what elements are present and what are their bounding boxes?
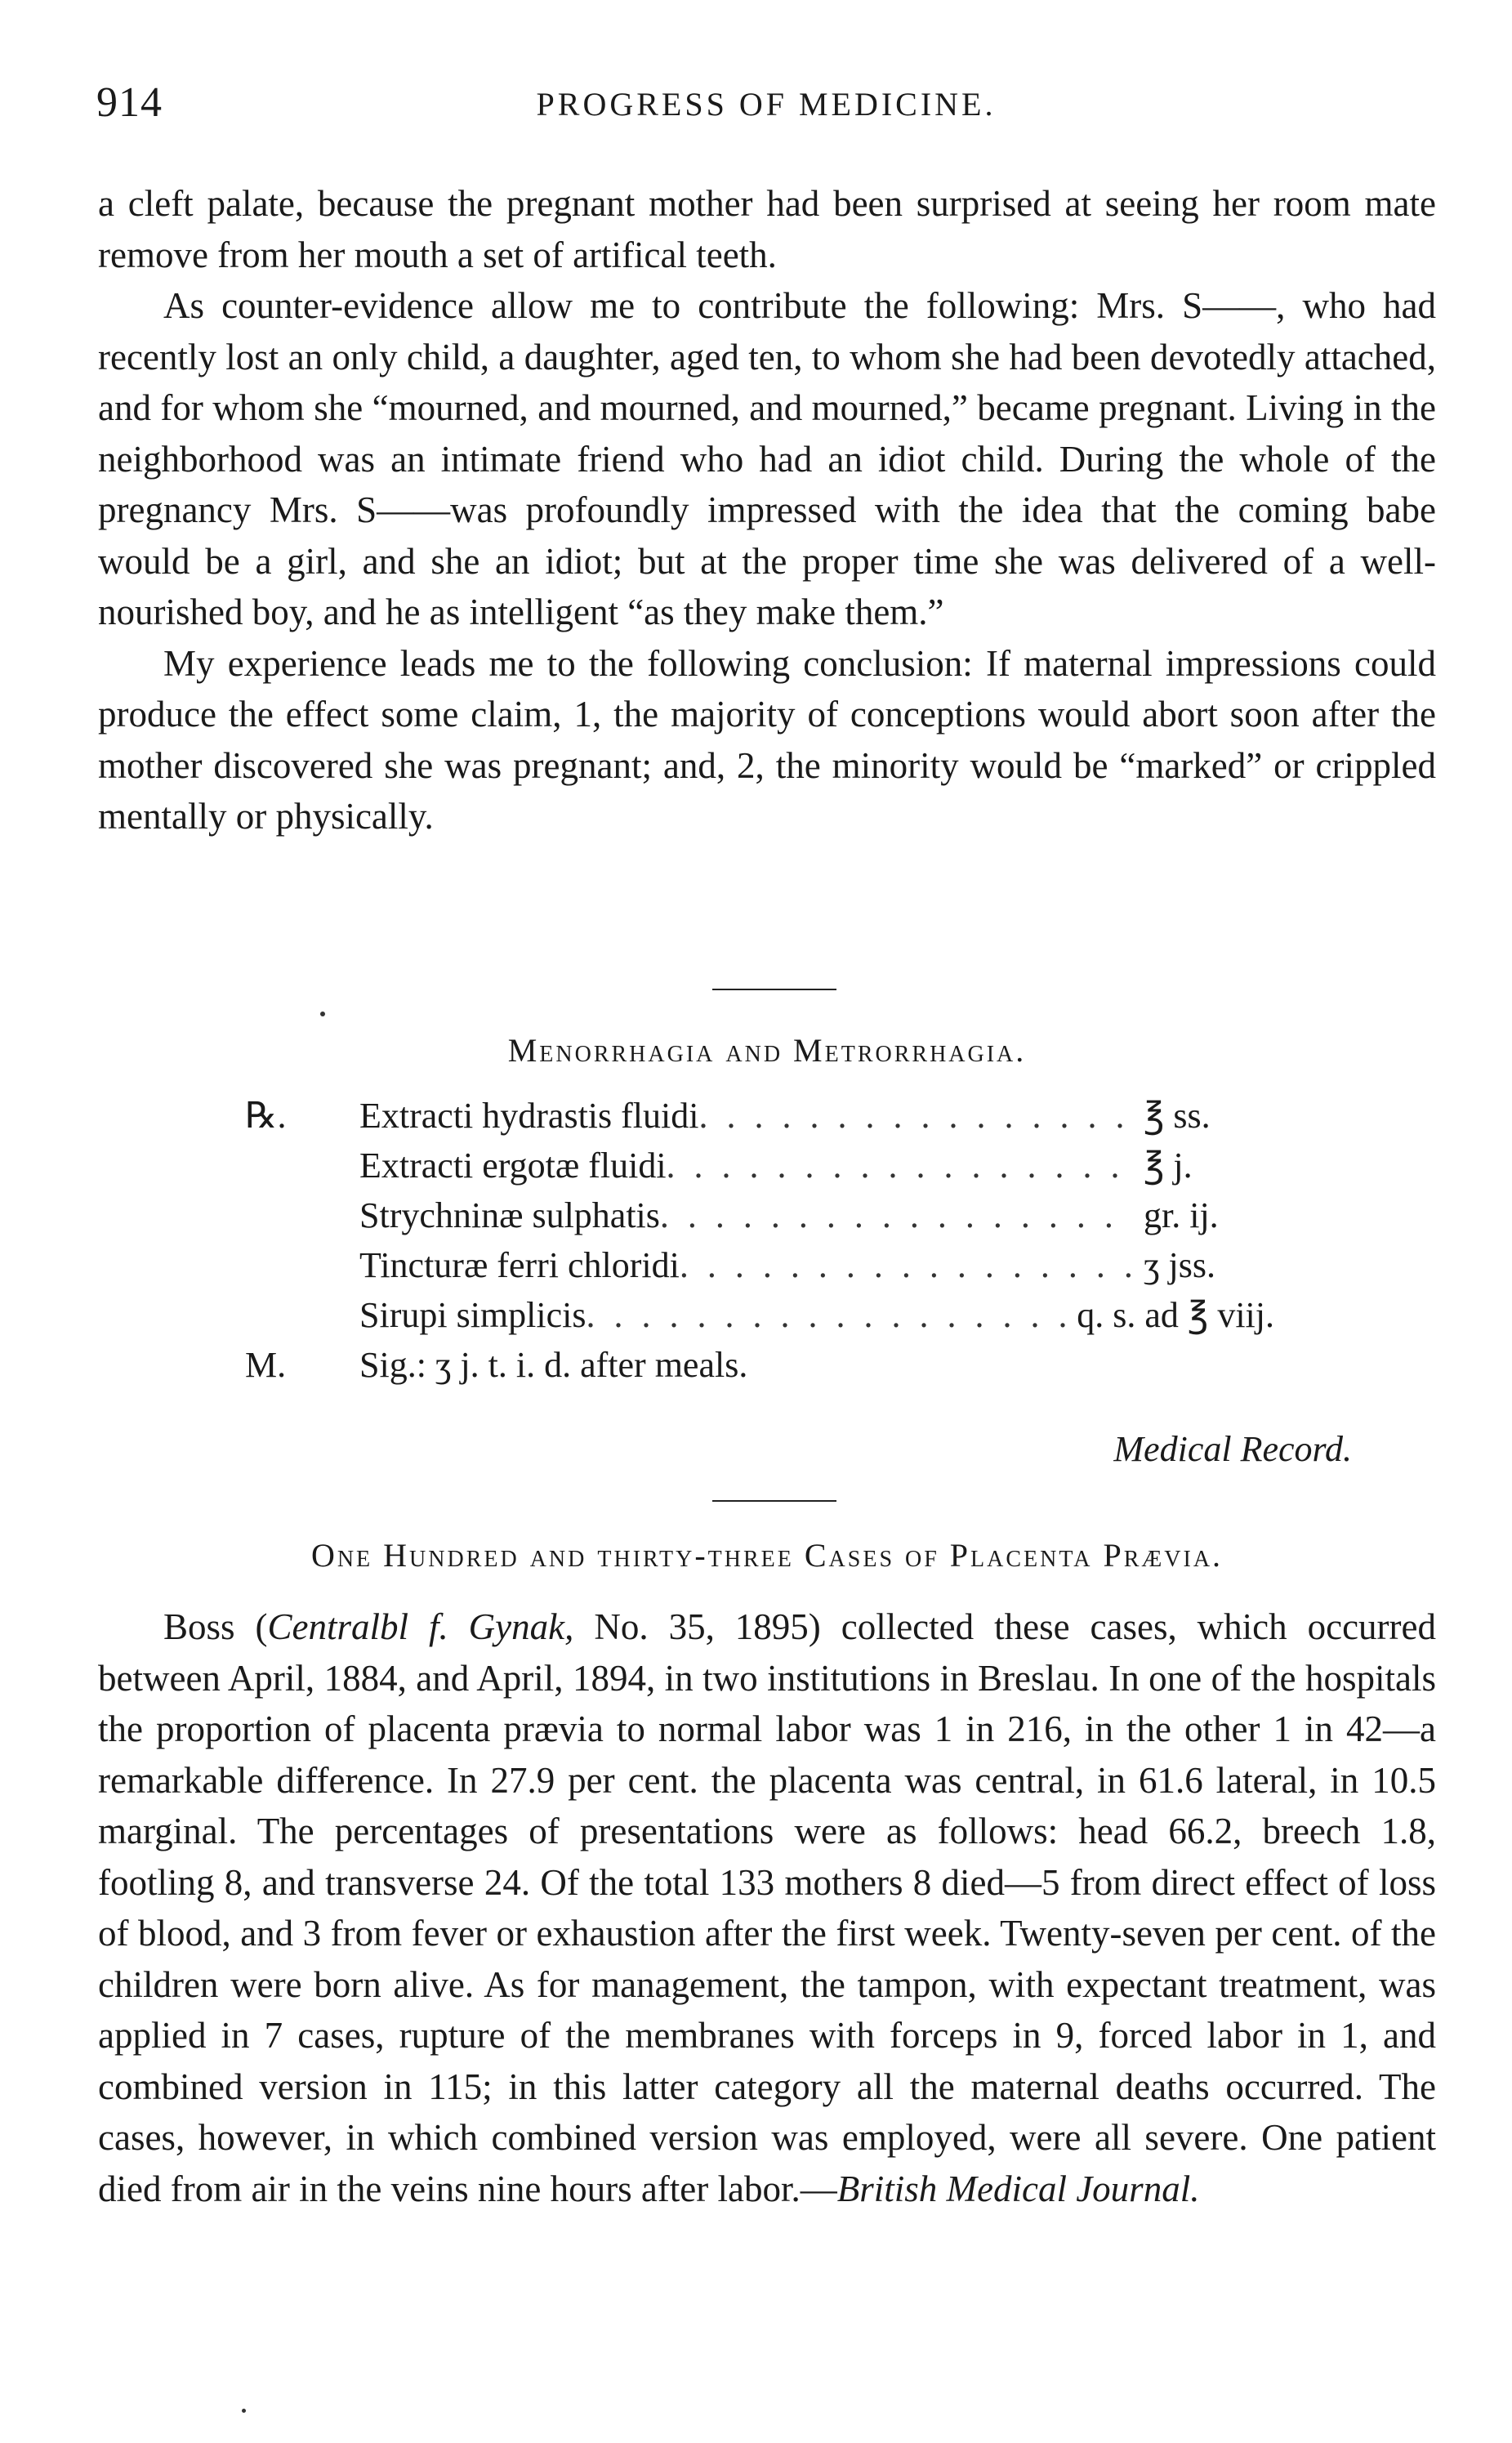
section-title-menorrhagia: Menorrhagia and Metrorrhagia.: [507, 1032, 1027, 1069]
paragraph-counter-evidence: As counter-evidence allow me to contribute the following: Mrs. S——, who had recently lost an only child, a daughter, aged ten, to whom she had been devotedly attached, and for whom she “mourned, and mourned, and mourned,” became pregnant. Living in the neighborhood was an intimate friend who had an idiot child. During the whole of the pregnancy Mrs. S——was profoundly impressed with the idea that the coming babe would be a girl, and she an idiot; but at the proper time she was delivered of a well-nourished boy, and he as intelligent “as they make them.”: [98, 285, 1436, 632]
prescription: [245, 1095, 1274, 1394]
ingredient-dose: ℥ j.: [1144, 1146, 1193, 1186]
ingredient-name: Extracti hydrastis fluidi: [359, 1096, 699, 1136]
citation-journal: Centralbl f. Gynak,: [267, 1606, 574, 1647]
prescription-line: [245, 1244, 1274, 1294]
leader-dots: [667, 1145, 1132, 1186]
print-speck: [242, 2409, 246, 2413]
leader-dots: [586, 1294, 1065, 1336]
page-header: [96, 78, 1436, 136]
ingredient-name: Strychninæ sulphatis: [359, 1195, 660, 1235]
ingredient-name: Sirupi simplicis: [359, 1295, 587, 1335]
page-number: 914: [96, 79, 163, 126]
ingredient-dose: q. s. ad ℥ viij.: [1077, 1295, 1274, 1335]
section-divider: [712, 989, 836, 990]
misce-symbol: M.: [245, 1345, 287, 1385]
paragraph-cleft-palate: a cleft palate, because the pregnant mother had been surprised at seeing her room mate remove from her mouth a set of artifical teeth.: [98, 183, 1436, 275]
section-divider: [712, 1500, 836, 1502]
author-name: Boss: [163, 1606, 235, 1647]
section-title-placenta-praevia: One Hundred and thirty-three Cases of Placenta Prævia.: [310, 1537, 1224, 1574]
print-speck: [320, 1012, 325, 1016]
running-head: PROGRESS OF MEDICINE.: [536, 86, 997, 123]
ingredient-dose: ℥ ss.: [1144, 1096, 1211, 1136]
ingredient-name: Tincturæ ferri chloridi: [359, 1245, 680, 1285]
paragraph-conclusion: My experience leads me to the following conclusion: If maternal impressions could produce the effect some claim, 1, the majority of conceptions would abort soon after the mother discovered she was pregnant; and, 2, the minority would be “marked” or crippled mentally or physically.: [98, 642, 1436, 837]
ingredient-dose: gr. ij.: [1144, 1195, 1219, 1235]
prescription-line: [245, 1095, 1274, 1145]
leader-dots: [680, 1244, 1132, 1286]
prescription-line: [245, 1294, 1274, 1344]
prescription-signature-line: [245, 1344, 1274, 1394]
source-medical-record: Medical Record.: [1113, 1429, 1352, 1469]
prescription-line: [245, 1195, 1274, 1244]
leader-dots: [660, 1195, 1132, 1236]
paragraph-placenta-praevia: Boss (Centralbl f. Gynak, No. 35, 1895) collected these cases, which occurred between April, 1884, and April, 1894, in two institutions in Breslau. In one of the hospitals the proportion of placenta prævia to normal labor was 1 in 216, in the other 1 in 42—a remarkable difference. In 27.9 per cent. the placenta was central, in 61.6 lateral, in 10.5 marginal. The percentages of presentations were as follows: head 66.2, breech 1.8, footling 8, and transverse 24. Of the total 133 mothers 8 died—5 from direct effect of loss of blood, and 3 from fever or exhaustion after the first week. Twenty-seven per cent. of the children were born alive. As for management, the tampon, with expectant treatment, was applied in 7 cases, rupture of the membranes with forceps in 9, forced labor in 1, and combined version in 115; in this latter category all the maternal deaths occurred. The cases, however, in which combined version was employed, were all severe. One patient died from air in the veins nine hours after labor.—British Medical Journal.: [98, 1606, 1436, 2209]
paragraph-body: No. 35, 1895) collected these cases, which occurred between April, 1884, and April, 1894, in two institutions in Breslau. In one of the hospitals the proportion of placenta prævia to normal labor was 1 in 216, in the other 1 in 42—a remarkable difference. In 27.9 per cent. the placenta was central, in 61.6 lateral, in 10.5 marginal. The percentages of presentations were as follows: head 66.2, breech 1.8, footling 8, and transverse 24. Of the total 133 mothers 8 died—5 from direct effect of loss of blood, and 3 from fever or exhaustion after the first week. Twenty-seven per cent. of the children were born alive. As for management, the tampon, with expectant treatment, was applied in 7 cases, rupture of the membranes with forceps in 9, forced labor in 1, and combined version in 115; in this latter category all the maternal deaths occurred. The cases, however, in which combined version was employed, were all severe. One patient died from air in the veins nine hours after labor.—: [98, 1606, 1436, 2209]
section-placenta-praevia: [98, 1601, 1436, 2214]
prescription-line: [245, 1145, 1274, 1195]
ingredient-name: Extracti ergotæ fluidi: [359, 1146, 667, 1186]
source-british-medical-journal: British Medical Journal.: [836, 2168, 1200, 2209]
leader-dots: [698, 1095, 1132, 1137]
ingredient-dose: ʒ jss.: [1144, 1245, 1215, 1285]
recipe-symbol: ℞.: [245, 1096, 287, 1136]
section-maternal-impressions: [98, 178, 1436, 842]
prescription-signature: Sig.: ʒ j. t. i. d. after meals.: [359, 1345, 748, 1385]
